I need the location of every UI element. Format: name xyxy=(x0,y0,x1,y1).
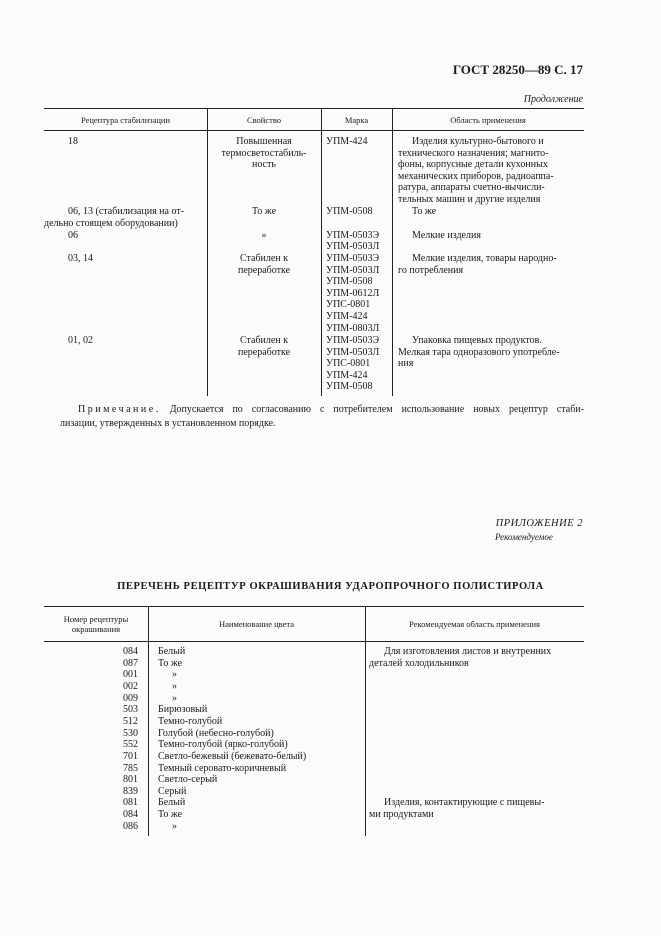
brand-cell: УПМ-0503Л xyxy=(326,264,380,276)
brand-cell: УПМ-0503Э xyxy=(326,335,380,346)
recipe-number-cell: 503 xyxy=(123,704,138,716)
color-name-cell: » xyxy=(172,669,177,681)
brand-cell: УПМ-424 xyxy=(326,311,368,322)
table1-header-area: Область применения xyxy=(450,115,526,125)
table1-header-border xyxy=(44,130,584,131)
property-cell: термосветостабиль- xyxy=(221,147,307,159)
brand-cell: УПМ-0503Л xyxy=(326,241,380,253)
property-cell: » xyxy=(261,229,267,241)
table2-col-divider xyxy=(365,606,366,836)
brand-cell: УПМ-0803Л xyxy=(326,322,380,334)
recipe-cell: 18 xyxy=(68,136,78,147)
brand-cell: УПМ-0503Э xyxy=(326,253,380,264)
recipe-cell: дельно стоящем оборудовании) xyxy=(44,217,178,229)
table1-top-border xyxy=(44,108,584,109)
table2-header-area: Рекомендуемая область применения xyxy=(409,619,540,629)
recipe-cell: 06, 13 (стабилизация на от- xyxy=(68,206,185,217)
color-name-cell: Темно-голубой xyxy=(158,715,223,727)
continuation-label: Продолжение xyxy=(523,94,583,105)
recipe-cell: 03, 14 xyxy=(68,253,93,264)
property-cell: ность xyxy=(252,159,276,171)
recipe-number-cell: 839 xyxy=(123,785,138,797)
brand-cell: УПМ-424 xyxy=(326,136,368,147)
recipe-number-cell: 512 xyxy=(123,715,138,727)
recipe-number-cell: 081 xyxy=(123,797,138,809)
recipe-number-cell: 087 xyxy=(123,657,138,669)
table1-col-divider xyxy=(321,108,322,396)
brand-cell: УПМ-0503Э xyxy=(326,229,380,241)
recipe-number-cell: 086 xyxy=(123,820,138,832)
brand-cell: УПС-0801 xyxy=(326,358,371,370)
property-cell: Стабилен к xyxy=(239,335,289,346)
table1-header-brand: Марка xyxy=(344,115,369,125)
table2-header-color: Наименование цвета xyxy=(219,619,294,629)
area-cell: Изделия, контактирующие с пищевы- xyxy=(384,797,545,808)
area-cell: го потребления xyxy=(398,264,464,276)
table2-header-number: Номер рецептуры xyxy=(63,614,129,624)
area-cell: Мелкие изделия, товары народно- xyxy=(412,253,557,264)
table2-header-border xyxy=(44,641,584,642)
brand-cell: УПМ-0508 xyxy=(326,381,373,393)
table2-top-border xyxy=(44,606,584,607)
recipe-number-cell: 701 xyxy=(123,750,138,762)
table1-header-recipe: Рецептура стабилизации xyxy=(80,115,171,125)
area-cell: Упаковка пищевых продуктов. xyxy=(412,335,542,346)
appendix-subtitle: Рекомендуемое xyxy=(495,532,553,542)
table2-title: ПЕРЕЧЕНЬ РЕЦЕПТУР ОКРАШИВАНИЯ УДАРОПРОЧНОГО ПОЛИСТИРОЛА xyxy=(117,581,544,592)
brand-cell: УПМ-0508 xyxy=(326,276,373,288)
property-cell: переработке xyxy=(237,346,291,358)
color-name-cell: Голубой (небесно-голубой) xyxy=(158,727,274,739)
page-header: ГОСТ 28250—89 С. 17 xyxy=(452,62,583,77)
recipe-number-cell: 009 xyxy=(123,692,138,704)
recipe-number-cell: 801 xyxy=(123,774,138,786)
color-name-cell: Белый xyxy=(158,797,186,809)
recipe-number-cell: 530 xyxy=(123,727,138,739)
table2-col-divider xyxy=(148,606,149,836)
area-cell: фоны, корпусные детали кухонных xyxy=(398,159,548,171)
area-cell: То же xyxy=(412,206,437,217)
area-cell: Изделия культурно-бытового и xyxy=(412,136,544,147)
recipe-cell: 06 xyxy=(68,229,78,241)
color-name-cell: Светло-серый xyxy=(158,774,218,786)
color-name-cell: Бирюзовый xyxy=(158,704,208,716)
brand-cell: УПМ-0508 xyxy=(326,206,373,217)
color-name-cell: Темный серовато-коричневый xyxy=(158,762,287,774)
area-cell: тельных машин и другие изделия xyxy=(398,194,541,205)
color-name-cell: Серый xyxy=(158,785,187,797)
recipe-number-cell: 552 xyxy=(123,739,138,751)
brand-cell: УПМ-424 xyxy=(326,369,368,381)
recipe-number-cell: 084 xyxy=(123,809,138,821)
table1-header-property: Свойство xyxy=(246,115,282,125)
brand-cell: УПС-0801 xyxy=(326,299,371,311)
color-name-cell: То же xyxy=(158,657,183,669)
area-cell: Мелкие изделия xyxy=(412,229,481,241)
color-name-cell: Светло-бежевый (бежевато-белый) xyxy=(158,750,307,762)
note-text: лизации, утвержденных в установленном порядке. xyxy=(60,417,276,429)
recipe-cell: 01, 02 xyxy=(68,335,93,346)
property-cell: переработке xyxy=(237,264,291,276)
brand-cell: УПМ-0612Л xyxy=(326,287,380,299)
property-cell: Стабилен к xyxy=(239,253,289,264)
recipe-number-cell: 002 xyxy=(123,680,138,692)
color-name-cell: » xyxy=(172,820,177,832)
color-name-cell: » xyxy=(172,692,177,704)
area-cell: ратура, аппараты счетно-вычисли- xyxy=(398,182,545,194)
area-cell: технического назначения; магнито- xyxy=(398,147,549,159)
note-paragraph xyxy=(60,403,584,430)
property-cell: То же xyxy=(251,206,277,217)
recipe-number-cell: 001 xyxy=(123,669,138,681)
area-cell: Мелкая тара одноразового употребле- xyxy=(398,346,560,358)
color-name-cell: » xyxy=(172,680,177,692)
area-cell: ми продуктами xyxy=(369,808,434,820)
color-name-cell: Темно-голубой (ярко-голубой) xyxy=(158,739,288,751)
table2-header-number: окрашивания xyxy=(71,624,121,634)
area-cell: механических приборов, радиоаппа- xyxy=(398,170,554,182)
recipe-number-cell: 785 xyxy=(123,762,138,774)
color-name-cell: То же xyxy=(158,809,183,821)
color-name-cell: Белый xyxy=(158,646,186,657)
appendix-title: ПРИЛОЖЕНИЕ 2 xyxy=(495,518,583,529)
recipe-number-cell: 084 xyxy=(123,646,138,657)
table1-col-divider xyxy=(392,108,393,396)
note-text: Допускается по согласованию с потребителем использование новых рецептур стаби- xyxy=(169,404,584,415)
area-cell: ния xyxy=(398,358,414,370)
area-cell: Для изготовления листов и внутренних xyxy=(384,646,552,657)
area-cell: деталей холодильников xyxy=(369,657,469,669)
property-cell: Повышенная xyxy=(236,136,292,147)
brand-cell: УПМ-0503Л xyxy=(326,346,380,358)
note-label: Примечание. xyxy=(78,404,161,415)
